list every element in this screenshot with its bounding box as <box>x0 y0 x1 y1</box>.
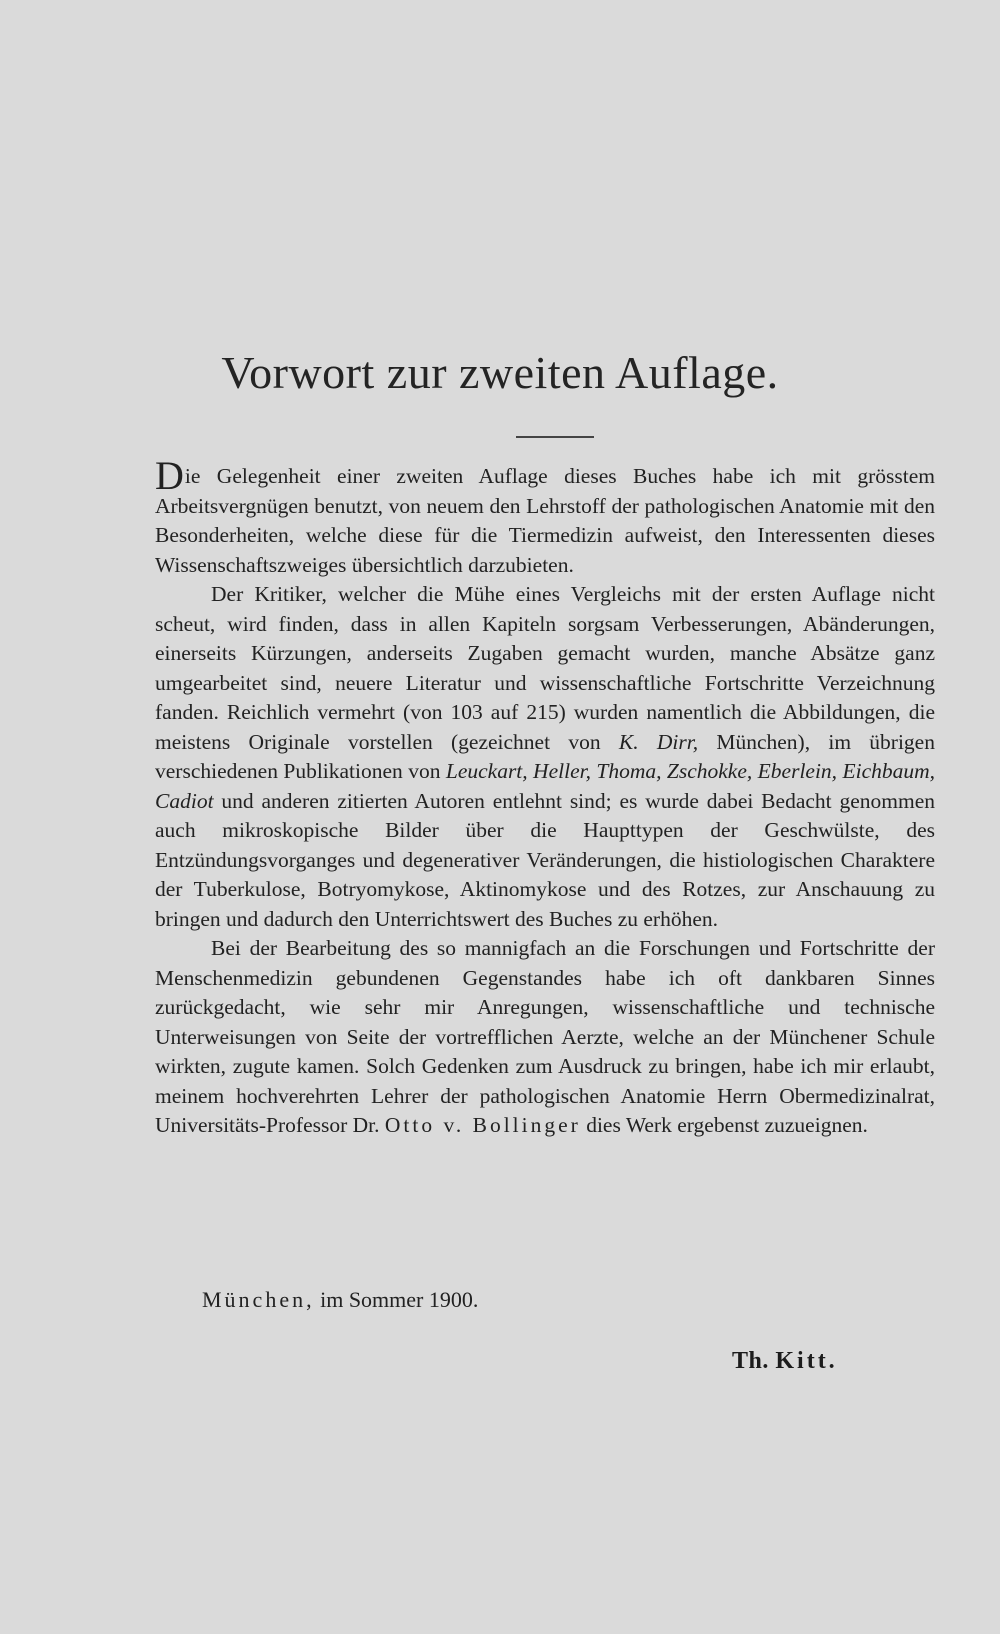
author-initial: Th. <box>732 1348 769 1374</box>
paragraph-2-text-a: Der Kritiker, welcher die Mühe eines Vergleichs mit der ersten Auflage nicht scheut, wird finden, dass in allen Kapiteln sorgsam Verbesserungen, Abänderungen, einerseits Kürzungen, anderseits Zugaben gemacht wurden, manche Absätze ganz umgearbeitet sind, neuere Literatur und wissenschaftliche Fortschritte Verzeichnung fanden. Reichlich vermehrt (von 103 auf 215) wurden namentlich die Abbildungen, die meistens Originale vorstellen (gezeichnet von <box>155 582 935 754</box>
paragraph-2 <box>155 580 935 934</box>
paragraph-3-text-b: dies Werk ergebenst zuzueignen. <box>580 1113 868 1137</box>
paragraph-1 <box>155 453 935 580</box>
paragraph-3-text-a: Bei der Bearbeitung des so mannigfach an die Forschungen und Fortschritte der Menschenmedizin gebundenen Gegenstandes habe ich oft dankbaren Sinnes zurückgedacht, wie sehr mir Anregungen, wissenschaftliche und technische Unterweisungen von Seite der vortrefflichen Aerzte, welche an der Münchener Schule wirkten, zugute kamen. Solch Gedenken zum Ausdruck zu bringen, habe ich mir erlaubt, meinem hochverehrten Lehrer der pathologischen Anatomie Herrn Obermedizinalrat, Universitäts-Professor Dr. <box>155 936 935 1137</box>
initial-letter: D <box>155 453 184 498</box>
author-signature <box>732 1348 838 1375</box>
author-surname: Kitt. <box>775 1348 838 1374</box>
place: München, <box>202 1287 315 1312</box>
page-title: Vorwort zur zweiten Auflage. <box>221 347 779 398</box>
paragraph-1-text: ie Gelegenheit einer zweiten Auflage dieses Buches habe ich mit grösstem Arbeitsvergnügen benutzt, von neuem den Lehrstoff der pathologischen Anatomie mit den Besonderheiten, welche diese für die Tiermedizin aufweist, den Interessenten dieses Wissenschaftszweiges übersichtlich darzubieten. <box>155 464 935 577</box>
title-divider <box>516 436 594 438</box>
dedicatee-name: Otto v. Bollinger <box>384 1113 581 1137</box>
preface-body <box>155 453 936 1141</box>
cited-authors: Leuckart, Heller, Thoma, Zschokke, Eberlein, Eichbaum, Cadiot <box>155 759 936 813</box>
illustrator-name: K. Dirr, <box>618 729 699 754</box>
date: im Sommer 1900. <box>314 1287 479 1312</box>
paragraph-2-text-b: München), im übrigen verschiedenen Publikationen von <box>155 729 935 783</box>
paragraph-3 <box>155 934 935 1141</box>
paragraph-2-text-c: und anderen zitierten Autoren entlehnt sind; es wurde dabei Bedacht genommen auch mikroskopische Bilder über die Haupttypen der Geschwülste, des Entzündungsvorganges und degenerativer Veränderungen, die histiologischen Charaktere der Tuberkulose, Botryomykose, Aktinomykose und des Rotzes, zur Anschauung zu bringen und dadurch den Unterrichtswert des Buches zu erhöhen. <box>155 788 935 931</box>
place-date <box>202 1287 478 1313</box>
